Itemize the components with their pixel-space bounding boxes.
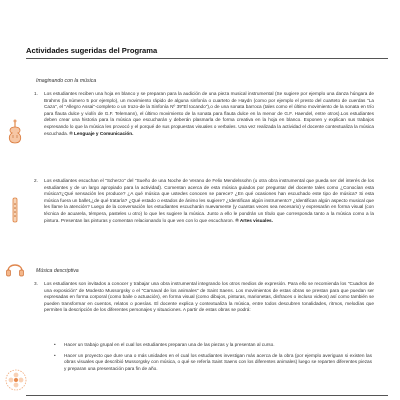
item-text: Los estudiantes son invitados a conocer y trabajar una obra instrumental integrando los otros medios de expresión. Para ello se recomienda los "Cuadros de una exposición" de Modesto Mussorgsky o el "Carnaval de los animales" de Saint Saens. Los movimientos de estas obras se prestan para que puedan ser expresadas en forma corporal (como baile o actuación), en forma visual (como dibujos, pinturas, marionetas, disfraces o incluso videos) así como también se pueden transformar en cuentos, relatos o poesías. El docente explica y contextualiza la música, entre todos descubren tonalidades, ritmos, melodías que permiten la descripción de los diferentes personajes y situaciones. A partir de estas obras se podrá:: [44, 281, 374, 313]
bullet-item: • Hacer un proyecto que dure una o más unidades en el cual los estudiantes investigan más acerca de la obra (por ejemplo averiguan si existen las obras visuales que describió Mussorgsky con música, o qué se refería Saint Saens con los diferentes animales) luego se reparten diferentes piezas y preparan una presentación para fin de año.: [62, 353, 372, 373]
section-heading-imaginando: Imaginando con la música: [36, 78, 97, 84]
flower-icon: [4, 368, 28, 392]
headphones-icon: [4, 258, 26, 280]
section-heading-descriptiva: Música descriptiva: [36, 268, 79, 274]
item-text: Los estudiantes escuchan el "Scherzo" del "Sueño de una Noche de Verano de Felix Mendelssohn (u otra obra instrumental que pueda ser del interés de los estudiantes y de un largo apropiado para la actividad). Comentan acerca de esta música guiados por preguntar del docente tales como ¿Conocían esta música?¿Qué sensación les produce? ¿A qué música que ustedes conocen se parece? ¿En qué ocasiones han escuchado este tipo de música? Si esta música fuera un ballet,¿de qué trataría? ¿Qué estado o estados de ánimo les sugiere? ¿Identifican algún instrumento? ¿Identifican algún aspecto musical que les llame la atención?: [44, 178, 374, 210]
title-divider: [26, 58, 388, 59]
footer-divider: [26, 395, 388, 396]
item-number: 2.: [34, 178, 38, 183]
bullet-list: [62, 342, 372, 376]
item-tags: ® Artes visuales.: [235, 217, 273, 223]
item-text: Los estudiantes reciben una hoja en blanco y se preparan para la audición de una pieza musical instrumental (Se sugiere por ejemplo una danza húngara de Brahms (la número 5 por ejemplo), un movimiento rápido de alguna sinfonía o cuarteto de Haydn (como por ejemplo el presto del cuarteto de cuerdas "La Caza", el "Allegro Assai"-completo o un trozo-de la Sinfonía Nº 39"El tocando"),o de una sonata barroca (tales como el último movimiento de la sonata en trío para flauta dulce y violín de G.F. Telemann), el último movimiento de la sonata para flauta dulce en la menor de G.F. Haendel, entre otros).Los estudiantes deben crear una historia para la música que escucharán y deberán plasmarla de forma creativa en la hoja en blanco. Exponen y explican sus trabajos expresando lo que la música les provocó y el porqué de sus propuestas visuales o verbales.: [44, 91, 374, 129]
bullet-item: • Hacer un trabajo grupal en el cual los estudiantes preparan una de las piezas y la presentan al curso.: [62, 342, 372, 349]
page-title: Actividades sugeridas del Programa: [26, 46, 158, 55]
item-tags: ® Lenguaje y Comunicación.: [69, 130, 134, 136]
activity-item-3: [34, 281, 374, 314]
item-tail: Luego de la conversación los estudiantes escucharán nuevamente (y cuantas veces sea necesario) y expresarán en forma visual (con técnica de acuarela, témpera, pasteles u otro) lo que les sugiere la música. Junto a ello le pondrán un título que corresponda tanto a la música como a la pintura. Presentan las pinturas y comentan relacionando lo que ven con lo que escucharon.: [44, 204, 374, 223]
item-number: 3.: [34, 281, 38, 286]
activity-item-2: [34, 178, 374, 224]
flute-icon: [4, 196, 26, 226]
item-number: 1.: [34, 91, 38, 96]
item-tail: Una vez realizada la actividad el docente contextualiza la música escuchada.: [44, 123, 374, 136]
violin-icon: [4, 118, 26, 148]
activity-item-1: [34, 91, 374, 137]
